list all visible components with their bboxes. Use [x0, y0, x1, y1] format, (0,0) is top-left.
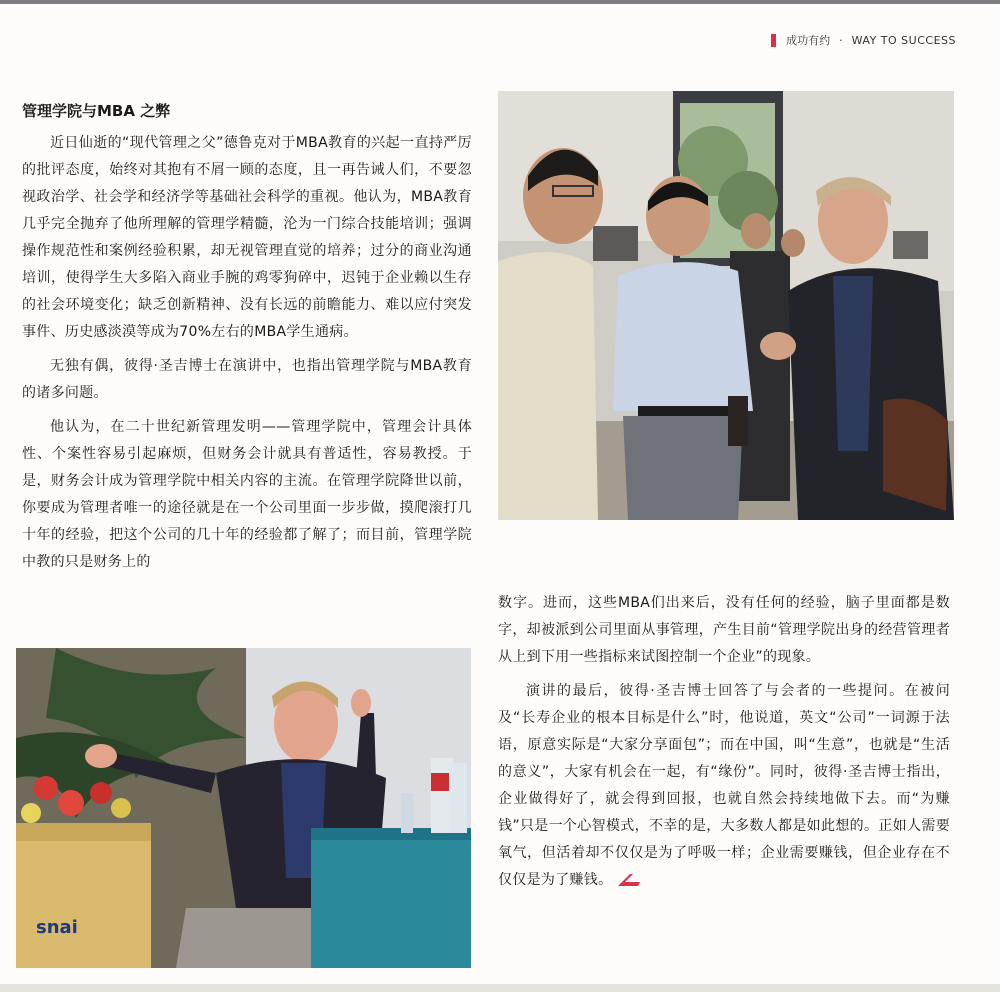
photo-speaker: [16, 648, 471, 968]
bottom-edge: [0, 984, 1000, 992]
section-title-en: WAY TO SUCCESS: [851, 33, 956, 47]
article-paragraph: 数字。进而，这些MBA们出来后，没有任何的经验，脑子里面都是数字，却被派到公司里面从事管理，产生目前“管理学院出身的经营管理者从上到下用一些指标来试图控制一个企业”的现象。: [498, 595, 950, 665]
section-marker: [771, 34, 776, 47]
article-column-left: [22, 100, 472, 583]
podium-logo-text: snai: [36, 917, 78, 938]
top-edge-bar: [0, 0, 1000, 4]
article-paragraph: 他认为，在二十世纪新管理发明——管理学院中，管理会计具体性、个案性容易引起麻烦，但财务会计就具有普适性，容易教授。于是，财务会计成为管理学院中相关内容的主流。在管理学院降世以前，你要成为管理者唯一的途径就是在一个公司里面一步步做，摸爬滚打几十年的经验，把这个公司的几十年的经验都了解了；而目前，管理学院中教的只是财务上的: [22, 419, 472, 570]
photo-speaker-drawing: [16, 648, 471, 968]
article-paragraph-last: [498, 678, 950, 894]
article-column-right: [498, 590, 950, 901]
article-paragraph: 无独有偶，彼得·圣吉博士在演讲中，也指出管理学院与MBA教育的诸多问题。: [22, 358, 472, 401]
section-separator: ·: [839, 33, 843, 47]
section-title-cn: 成功有约: [786, 34, 831, 47]
photo-conversation-drawing: [498, 91, 954, 520]
article-paragraph: 近日仙逝的“现代管理之父”德鲁克对于MBA教育的兴起一直持严厉的批评态度，始终对其抱有不屑一顾的态度，且一再告诫人们，不要忽视政治学、社会学和经济学等基础社会科学的重视。他认为，MBA教育几乎完全抛弃了他所理解的管理学精髓，沦为一门综合技能培训；强调操作规范性和案例经验积累，却无视管理直觉的培养；过分的商业沟通培训，使得学生大多陷入商业手腕的鸡零狗碎中，迟钝于企业赖以生存的社会环境变化；缺乏创新精神、没有长远的前瞻能力、难以应付突发事件、历史感淡漠等成为70%左右的MBA学生通病。: [22, 135, 472, 340]
section-header: [771, 33, 956, 47]
end-mark-icon: [616, 872, 642, 888]
article-paragraph-text: 演讲的最后，彼得·圣吉博士回答了与会者的一些提问。在被问及“长寿企业的根本目标是什么”时，他说道，英文“公司”一词源于法语，原意实际是“大家分享面包”；而在中国，叫“生意”，也就是“生活的意义”，大家有机会在一起，有“缘份”。同时，彼得·圣吉博士指出，企业做得好了，就会得到回报，也就自然会持续地做下去。而“为赚钱”只是一个心智模式，不幸的是，大多数人都是如此想的。正如人需要氧气，但活着却不仅仅是为了呼吸一样；企业需要赚钱，但企业存在不仅仅是为了赚钱。: [498, 683, 950, 888]
article-heading: 管理学院与MBA 之弊: [22, 102, 171, 120]
photo-conversation: [498, 91, 954, 520]
